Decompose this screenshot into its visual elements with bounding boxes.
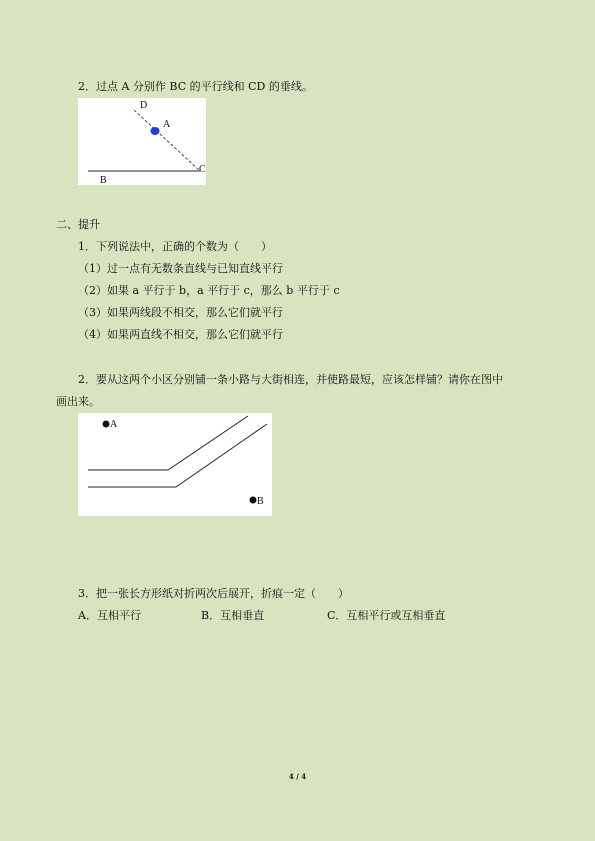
question-3-choice-c: C．互相平行或互相垂直 [327, 609, 446, 622]
label-c: C [199, 164, 206, 175]
question-1-option: （4）如果两直线不相交，那么它们就平行 [78, 328, 283, 341]
section-heading: 二、提升 [56, 218, 100, 231]
figure-parallel-perpendicular [78, 98, 206, 185]
page-number: 4 / 4 [288, 772, 307, 781]
question-2b-text-line2: 画出来。 [56, 395, 100, 408]
label-community-b: B [257, 496, 264, 507]
label-a: A [163, 119, 171, 130]
question-3-choice-b: B．互相垂直 [201, 609, 265, 622]
question-2b-text-line1: 2．要从这两个小区分别铺一条小路与大街相连，并使路最短，应该怎样铺？请你在图中 [78, 373, 503, 386]
point-a [151, 127, 160, 135]
community-a-marker [103, 421, 110, 428]
figure-street-map-svg [78, 413, 272, 516]
figure-parallel-perpendicular-svg [78, 98, 206, 185]
label-community-a: A [110, 419, 118, 430]
question-3-text: 3．把一张长方形纸对折两次后展开，折痕一定（ ） [78, 587, 349, 600]
figure-street-map [78, 413, 272, 516]
question-2-text: 2．过点 A 分别作 BC 的平行线和 CD 的垂线。 [78, 80, 313, 93]
question-1-text: 1．下列说法中，正确的个数为（ ） [78, 240, 272, 253]
question-1-option: （2）如果 a 平行于 b，a 平行于 c，那么 b 平行于 c [78, 284, 340, 297]
question-1-option: （1）过一点有无数条直线与已知直线平行 [78, 262, 283, 275]
question-3-choice-a: A．互相平行 [78, 609, 141, 622]
street-edge-lower [88, 424, 267, 487]
label-d: D [140, 100, 148, 111]
question-1-option: （3）如果两线段不相交，那么它们就平行 [78, 306, 283, 319]
label-b: B [100, 175, 107, 185]
community-b-marker [250, 497, 257, 504]
